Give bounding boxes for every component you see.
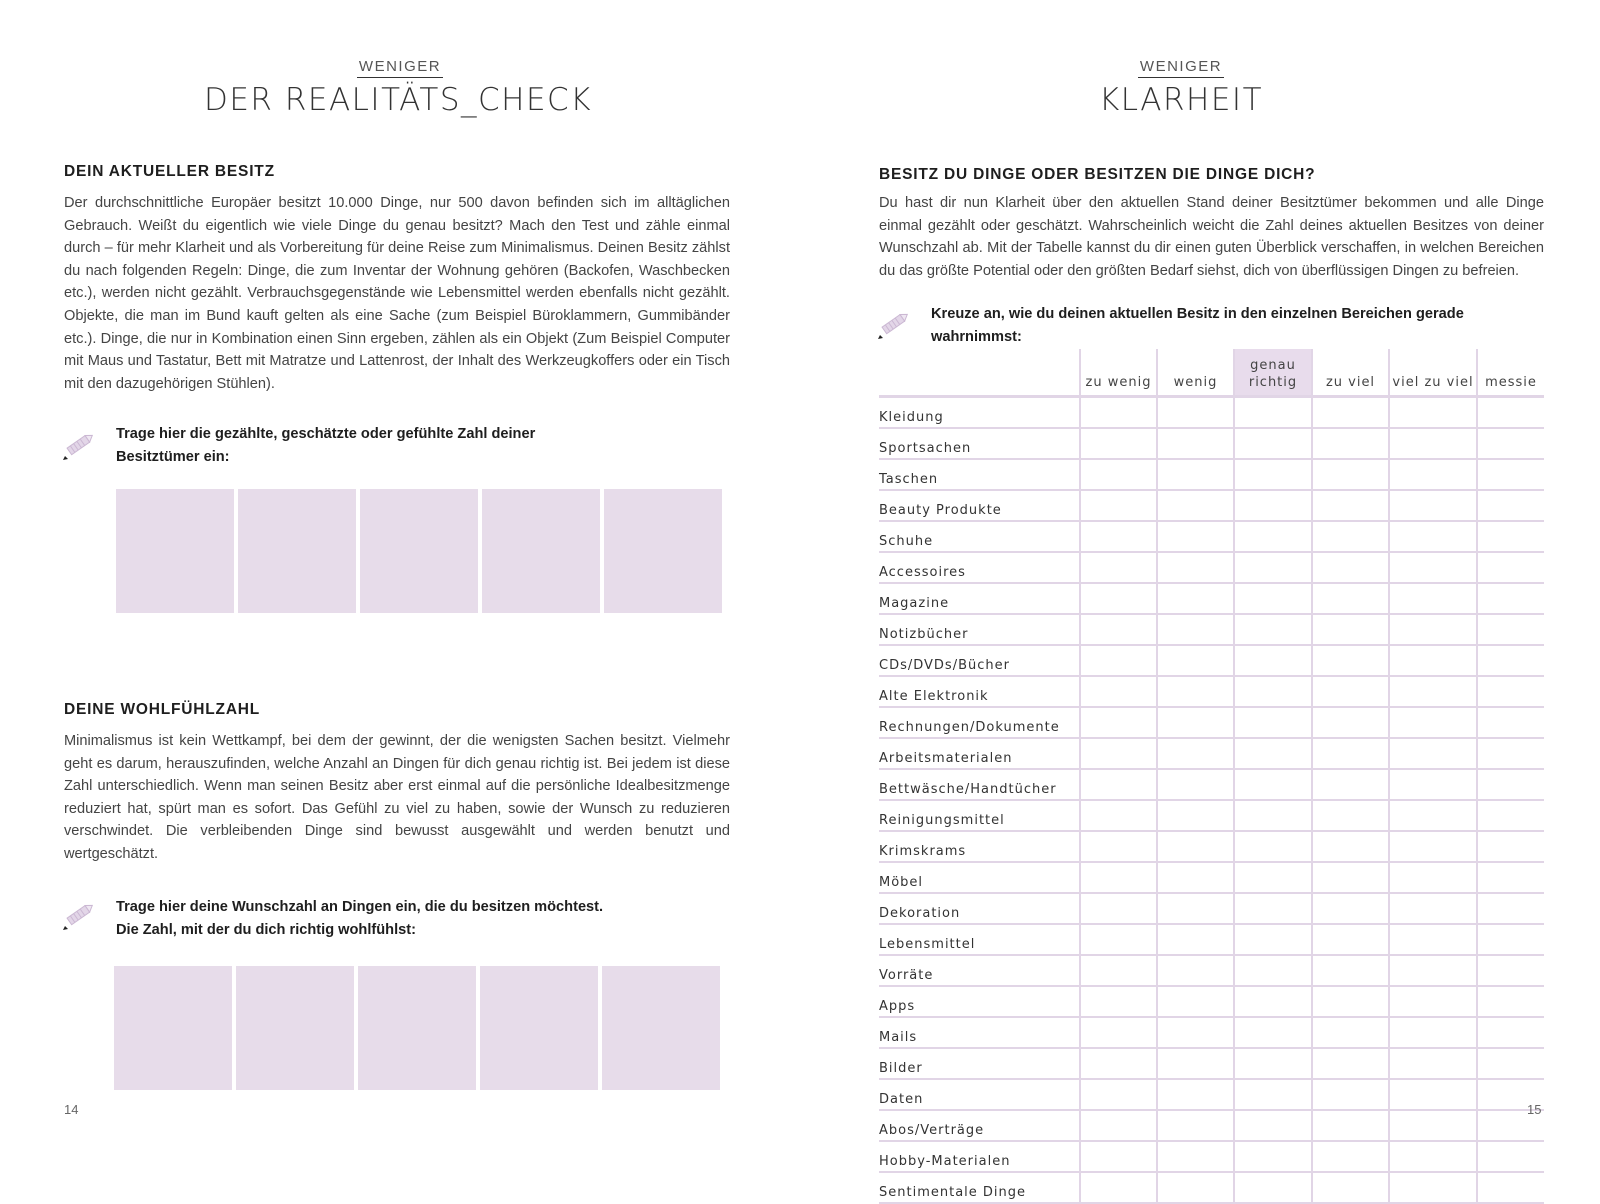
checkbox-cell[interactable] (1312, 769, 1389, 800)
checkbox-cell[interactable] (1234, 831, 1312, 862)
checkbox-cell[interactable] (1080, 862, 1157, 893)
checkbox-cell[interactable] (1477, 397, 1544, 429)
checkbox-cell[interactable] (1234, 1017, 1312, 1048)
table-row (879, 986, 1544, 1017)
right-kicker: WENIGER (781, 58, 1581, 75)
checkbox-cell[interactable] (1157, 1172, 1234, 1203)
checkbox-cell[interactable] (1234, 924, 1312, 955)
checkbox-cell[interactable] (1157, 1141, 1234, 1172)
entry-box[interactable] (480, 966, 598, 1090)
row-label: Vorräte (879, 955, 1080, 986)
checkbox-cell[interactable] (1234, 769, 1312, 800)
checkbox-cell[interactable] (1234, 614, 1312, 645)
instruction-line-2: wahrnimmst: (931, 328, 1022, 345)
checkbox-cell[interactable] (1157, 738, 1234, 769)
section-heading-current-possessions: DEIN AKTUELLER BESITZ (64, 163, 275, 180)
pencil-icon (62, 426, 98, 462)
table-row (879, 893, 1544, 924)
checkbox-cell[interactable] (1234, 1048, 1312, 1079)
checkbox-cell[interactable] (1389, 1079, 1477, 1110)
checkbox-cell[interactable] (1157, 1110, 1234, 1141)
checkbox-cell[interactable] (1080, 738, 1157, 769)
row-label: Alte Elektronik (879, 676, 1080, 707)
table-row (879, 397, 1544, 429)
column-header: zu wenig (1080, 349, 1157, 397)
checkbox-cell[interactable] (1157, 893, 1234, 924)
checkbox-cell[interactable] (1234, 1110, 1312, 1141)
checkbox-cell[interactable] (1157, 490, 1234, 521)
checkbox-cell[interactable] (1234, 676, 1312, 707)
table-row (879, 490, 1544, 521)
section-text-comfort-number: Minimalismus ist kein Wettkampf, bei dem der gewinnt, der die wenigsten Sachen besitzt. Vielmehr geht es darum, herauszufinden, welche Anzahl an Dingen für dich genau richtig ist. Bei jedem ist diese Zahl unterschiedlich. Wenn man seinen Besitz aber erst einmal auf die persönliche Idealbesitzmenge reduziert hat, spürt man es sofort. Das Gefühl zu viel zu haben, sowie der Wunsch zu reduzieren verschwindet. Die verbleibenden Dinge sind bewusst ausgewählt und werden benutzt und wertgeschätzt. (64, 733, 730, 862)
entry-box[interactable] (238, 489, 356, 613)
row-label: Sentimentale Dinge (879, 1172, 1080, 1203)
checkbox-cell[interactable] (1080, 800, 1157, 831)
row-label: Dekoration (879, 893, 1080, 924)
checkbox-cell[interactable] (1157, 800, 1234, 831)
checkbox-cell[interactable] (1312, 1172, 1389, 1203)
checkbox-cell[interactable] (1389, 459, 1477, 490)
left-page-title: DER REALITÄTS_CHECK (203, 82, 593, 118)
checkbox-cell[interactable] (1312, 583, 1389, 614)
checkbox-cell[interactable] (1080, 1079, 1157, 1110)
checkbox-cell[interactable] (1312, 1017, 1389, 1048)
table-row (879, 769, 1544, 800)
right-page-title: KLARHEIT (1098, 82, 1264, 118)
checkbox-cell[interactable] (1312, 459, 1389, 490)
checkbox-cell[interactable] (1389, 800, 1477, 831)
row-label: Magazine (879, 583, 1080, 614)
checkbox-cell[interactable] (1389, 1048, 1477, 1079)
checkbox-cell[interactable] (1080, 645, 1157, 676)
header-blank (879, 349, 1080, 397)
row-label: Daten (879, 1079, 1080, 1110)
checkbox-cell[interactable] (1080, 1110, 1157, 1141)
checkbox-cell[interactable] (1312, 707, 1389, 738)
checkbox-cell[interactable] (1157, 1079, 1234, 1110)
row-label: Beauty Produkte (879, 490, 1080, 521)
table-row (879, 1079, 1544, 1110)
checkbox-cell[interactable] (1389, 676, 1477, 707)
checkbox-cell[interactable] (1234, 521, 1312, 552)
checkbox-cell[interactable] (1234, 459, 1312, 490)
checkbox-cell[interactable] (1080, 614, 1157, 645)
checkbox-cell[interactable] (1234, 428, 1312, 459)
row-label: Apps (879, 986, 1080, 1017)
row-label: Notizbücher (879, 614, 1080, 645)
pencil-icon (62, 896, 98, 932)
row-label: Schuhe (879, 521, 1080, 552)
checkbox-cell[interactable] (1157, 862, 1234, 893)
checkbox-cell[interactable] (1477, 831, 1544, 862)
section-text-current-possessions: Der durchschnittliche Europäer besitzt 10.000 Dinge, nur 500 davon befinden sich im alltäglichen Gebrauch. Weißt du eigentlich wie viele Dinge du genau besitzt? Mach den Test und zähle einmal durch – für mehr Klarheit und als Vorbereitung für deine Reise zum Minimalismus. Deinen Besitz zählst du nach folgenden Regeln: Dinge, die zum Inventar der Wohnung gehören (Backofen, Waschbecken etc.), werden nicht gezählt. Verbrauchsgegenstände wie Lebensmittel werden ebenfalls nicht gezählt. Objekte, die man im Bund kauft gelten als eine Sache (zum Beispiel Büroklammern, Gummibänder etc.). Dinge, die nur in Kombination einen Sinn ergeben, zählen als ein Objekt (Zum Beispiel Computer mit Maus und Tastatur, Bett mit Matratze und Lattenrost, der Inhalt des Werkzeugkoffers oder ein Tisch mit den dazugehörigen Stühlen). (64, 195, 730, 392)
checkbox-cell[interactable] (1080, 676, 1157, 707)
checkbox-cell[interactable] (1312, 1141, 1389, 1172)
table-row (879, 676, 1544, 707)
page-number: 14 (64, 1102, 79, 1117)
checkbox-cell[interactable] (1477, 676, 1544, 707)
checkbox-cell[interactable] (1234, 645, 1312, 676)
row-label: Hobby-Materialen (879, 1141, 1080, 1172)
checkbox-cell[interactable] (1234, 397, 1312, 429)
checkbox-cell[interactable] (1389, 583, 1477, 614)
table-row (879, 924, 1544, 955)
table-row (879, 1110, 1544, 1141)
row-label: Bilder (879, 1048, 1080, 1079)
table-row (879, 614, 1544, 645)
checkbox-cell[interactable] (1312, 490, 1389, 521)
checkbox-cell[interactable] (1389, 1017, 1477, 1048)
checkbox-cell[interactable] (1477, 490, 1544, 521)
left-kicker: WENIGER (0, 58, 800, 75)
current-count-entry-boxes (116, 489, 722, 613)
table-row (879, 862, 1544, 893)
checkbox-cell[interactable] (1080, 831, 1157, 862)
table-row (879, 1017, 1544, 1048)
checkbox-cell[interactable] (1080, 769, 1157, 800)
checkbox-cell[interactable] (1312, 397, 1389, 429)
checkbox-cell[interactable] (1389, 552, 1477, 583)
entry-box[interactable] (602, 966, 720, 1090)
table-row (879, 645, 1544, 676)
checkbox-cell[interactable] (1312, 862, 1389, 893)
checkbox-cell[interactable] (1080, 459, 1157, 490)
checkbox-cell[interactable] (1080, 924, 1157, 955)
section-heading-ownership: BESITZ DU DINGE ODER BESITZEN DIE DINGE DICH? (879, 166, 1316, 183)
checkbox-cell[interactable] (1080, 1048, 1157, 1079)
table-row (879, 459, 1544, 490)
row-label: Möbel (879, 862, 1080, 893)
checkbox-cell[interactable] (1312, 676, 1389, 707)
row-label: Bettwäsche/Handtücher (879, 769, 1080, 800)
checkbox-cell[interactable] (1234, 986, 1312, 1017)
checkbox-cell[interactable] (1389, 1141, 1477, 1172)
checkbox-cell[interactable] (1312, 1048, 1389, 1079)
row-label: Reinigungsmittel (879, 800, 1080, 831)
checkbox-cell[interactable] (1157, 552, 1234, 583)
checkbox-cell[interactable] (1157, 676, 1234, 707)
checkbox-cell[interactable] (1234, 1079, 1312, 1110)
checkbox-cell[interactable] (1389, 1172, 1477, 1203)
checkbox-cell[interactable] (1080, 552, 1157, 583)
instruction-assessment (931, 303, 1464, 348)
checkbox-cell[interactable] (1312, 1079, 1389, 1110)
assessment-table (879, 349, 1544, 1204)
checkbox-cell[interactable] (1234, 1141, 1312, 1172)
instruction-line-1: Trage hier die gezählte, geschätzte oder gefühlte Zahl deiner (116, 426, 536, 442)
checkbox-cell[interactable] (1080, 1141, 1157, 1172)
column-header: viel zu viel (1389, 349, 1477, 397)
checkbox-cell[interactable] (1312, 738, 1389, 769)
checkbox-cell[interactable] (1389, 893, 1477, 924)
row-label: Abos/Verträge (879, 1110, 1080, 1141)
table-row (879, 583, 1544, 614)
instruction-line-1: Kreuze an, wie du deinen aktuellen Besitz in den einzelnen Bereichen gerade (931, 306, 1464, 322)
table-row (879, 831, 1544, 862)
checkbox-cell[interactable] (1080, 397, 1157, 429)
table-row (879, 1048, 1544, 1079)
table-row (879, 1172, 1544, 1203)
entry-box[interactable] (360, 489, 478, 613)
checkbox-cell[interactable] (1389, 397, 1477, 429)
checkbox-cell[interactable] (1234, 707, 1312, 738)
checkbox-cell[interactable] (1389, 428, 1477, 459)
checkbox-cell[interactable] (1234, 490, 1312, 521)
checkbox-cell[interactable] (1157, 955, 1234, 986)
checkbox-cell[interactable] (1234, 955, 1312, 986)
checkbox-cell[interactable] (1477, 459, 1544, 490)
checkbox-cell[interactable] (1312, 552, 1389, 583)
checkbox-cell[interactable] (1477, 1017, 1544, 1048)
checkbox-cell[interactable] (1312, 521, 1389, 552)
table-row (879, 955, 1544, 986)
checkbox-cell[interactable] (1477, 583, 1544, 614)
checkbox-cell[interactable] (1157, 397, 1234, 429)
checkbox-cell[interactable] (1157, 707, 1234, 738)
checkbox-cell[interactable] (1234, 738, 1312, 769)
row-label: Accessoires (879, 552, 1080, 583)
checkbox-cell[interactable] (1234, 1172, 1312, 1203)
checkbox-cell[interactable] (1312, 831, 1389, 862)
entry-box[interactable] (114, 966, 232, 1090)
checkbox-cell[interactable] (1477, 1048, 1544, 1079)
checkbox-cell[interactable] (1312, 893, 1389, 924)
checkbox-cell[interactable] (1080, 490, 1157, 521)
checkbox-cell[interactable] (1157, 1017, 1234, 1048)
row-label: Mails (879, 1017, 1080, 1048)
checkbox-cell[interactable] (1312, 645, 1389, 676)
left-page (0, 0, 800, 1150)
checkbox-cell[interactable] (1477, 614, 1544, 645)
checkbox-cell[interactable] (1080, 1017, 1157, 1048)
column-header: zu viel (1312, 349, 1389, 397)
row-label: Krimskrams (879, 831, 1080, 862)
page-number: 15 (1527, 1102, 1542, 1117)
column-header: wenig (1157, 349, 1234, 397)
pencil-icon (877, 305, 913, 341)
section-heading-comfort-number: DEINE WOHLFÜHLZAHL (64, 701, 261, 718)
table-row (879, 521, 1544, 552)
checkbox-cell[interactable] (1234, 552, 1312, 583)
row-label: Kleidung (879, 397, 1080, 429)
checkbox-cell[interactable] (1080, 583, 1157, 614)
checkbox-cell[interactable] (1157, 428, 1234, 459)
column-header: messie (1477, 349, 1544, 397)
entry-box[interactable] (116, 489, 234, 613)
row-label: Taschen (879, 459, 1080, 490)
row-label: Rechnungen/Dokumente (879, 707, 1080, 738)
checkbox-cell[interactable] (1157, 645, 1234, 676)
checkbox-cell[interactable] (1234, 800, 1312, 831)
checkbox-cell[interactable] (1157, 924, 1234, 955)
checkbox-cell[interactable] (1477, 645, 1544, 676)
checkbox-cell[interactable] (1312, 428, 1389, 459)
checkbox-cell[interactable] (1477, 862, 1544, 893)
checkbox-cell[interactable] (1234, 893, 1312, 924)
entry-box[interactable] (604, 489, 722, 613)
checkbox-cell[interactable] (1080, 1172, 1157, 1203)
checkbox-cell[interactable] (1312, 924, 1389, 955)
row-label: CDs/DVDs/Bücher (879, 645, 1080, 676)
checkbox-cell[interactable] (1080, 521, 1157, 552)
checkbox-cell[interactable] (1312, 955, 1389, 986)
checkbox-cell[interactable] (1477, 800, 1544, 831)
checkbox-cell[interactable] (1477, 428, 1544, 459)
instruction-line-2: Die Zahl, mit der du dich richtig wohlfühlst: (116, 921, 416, 938)
table-row (879, 738, 1544, 769)
checkbox-cell[interactable] (1477, 552, 1544, 583)
checkbox-cell[interactable] (1157, 614, 1234, 645)
checkbox-cell[interactable] (1389, 924, 1477, 955)
checkbox-cell[interactable] (1080, 893, 1157, 924)
checkbox-cell[interactable] (1389, 645, 1477, 676)
checkbox-cell[interactable] (1389, 490, 1477, 521)
entry-box[interactable] (236, 966, 354, 1090)
checkbox-cell[interactable] (1080, 955, 1157, 986)
checkbox-cell[interactable] (1157, 521, 1234, 552)
checkbox-cell[interactable] (1389, 614, 1477, 645)
checkbox-cell[interactable] (1477, 955, 1544, 986)
checkbox-cell[interactable] (1477, 893, 1544, 924)
instruction-line-2: Besitztümer ein: (116, 448, 230, 465)
wish-count-entry-boxes (114, 966, 720, 1090)
checkbox-cell[interactable] (1477, 521, 1544, 552)
row-label: Arbeitsmaterialen (879, 738, 1080, 769)
checkbox-cell[interactable] (1157, 986, 1234, 1017)
checkbox-cell[interactable] (1157, 583, 1234, 614)
checkbox-cell[interactable] (1389, 955, 1477, 986)
checkbox-cell[interactable] (1389, 986, 1477, 1017)
checkbox-cell[interactable] (1389, 521, 1477, 552)
checkbox-cell[interactable] (1157, 831, 1234, 862)
table-row (879, 707, 1544, 738)
table-row (879, 428, 1544, 459)
instruction-comfort-number (116, 896, 603, 941)
checkbox-cell[interactable] (1234, 862, 1312, 893)
checkbox-cell[interactable] (1157, 459, 1234, 490)
table-row (879, 552, 1544, 583)
entry-box[interactable] (358, 966, 476, 1090)
checkbox-cell[interactable] (1080, 986, 1157, 1017)
table-row (879, 1141, 1544, 1172)
checkbox-cell[interactable] (1477, 769, 1544, 800)
checkbox-cell[interactable] (1080, 428, 1157, 459)
checkbox-cell[interactable] (1312, 1110, 1389, 1141)
row-label: Sportsachen (879, 428, 1080, 459)
checkbox-cell[interactable] (1157, 1048, 1234, 1079)
checkbox-cell[interactable] (1389, 831, 1477, 862)
entry-box[interactable] (482, 489, 600, 613)
table-row (879, 800, 1544, 831)
row-label: Lebensmittel (879, 924, 1080, 955)
column-header-highlighted: genau richtig (1234, 349, 1312, 397)
instruction-line-1: Trage hier deine Wunschzahl an Dingen ein, die du besitzen möchtest. (116, 899, 604, 915)
checkbox-cell[interactable] (1389, 707, 1477, 738)
checkbox-cell[interactable] (1389, 862, 1477, 893)
table-body (879, 397, 1544, 1204)
checkbox-cell[interactable] (1080, 707, 1157, 738)
checkbox-cell[interactable] (1312, 614, 1389, 645)
checkbox-cell[interactable] (1312, 800, 1389, 831)
section-text-ownership: Du hast dir nun Klarheit über den aktuellen Stand deiner Besitztümer bekommen und alle Dinge einmal gezählt oder geschätzt. Wahrscheinlich weicht die Zahl deines aktuellen Besitzes von deiner Wunschzahl ab. Mit der Tabelle kannst du dir einen guten Überblick verschaffen, in welchen Bereichen du das größte Potential oder den größten Bedarf siehst, dich von überflüssigen Dingen zu befreien. (879, 195, 1544, 279)
checkbox-cell[interactable] (1234, 583, 1312, 614)
checkbox-cell[interactable] (1389, 738, 1477, 769)
checkbox-cell[interactable] (1389, 1110, 1477, 1141)
table-header-row (879, 349, 1544, 397)
checkbox-cell[interactable] (1312, 986, 1389, 1017)
right-page (800, 0, 1600, 1200)
checkbox-cell[interactable] (1157, 769, 1234, 800)
checkbox-cell[interactable] (1477, 738, 1544, 769)
checkbox-cell[interactable] (1389, 769, 1477, 800)
checkbox-cell[interactable] (1477, 1172, 1544, 1203)
checkbox-cell[interactable] (1477, 924, 1544, 955)
checkbox-cell[interactable] (1477, 1141, 1544, 1172)
checkbox-cell[interactable] (1477, 707, 1544, 738)
checkbox-cell[interactable] (1477, 986, 1544, 1017)
instruction-count-possessions (116, 423, 535, 468)
